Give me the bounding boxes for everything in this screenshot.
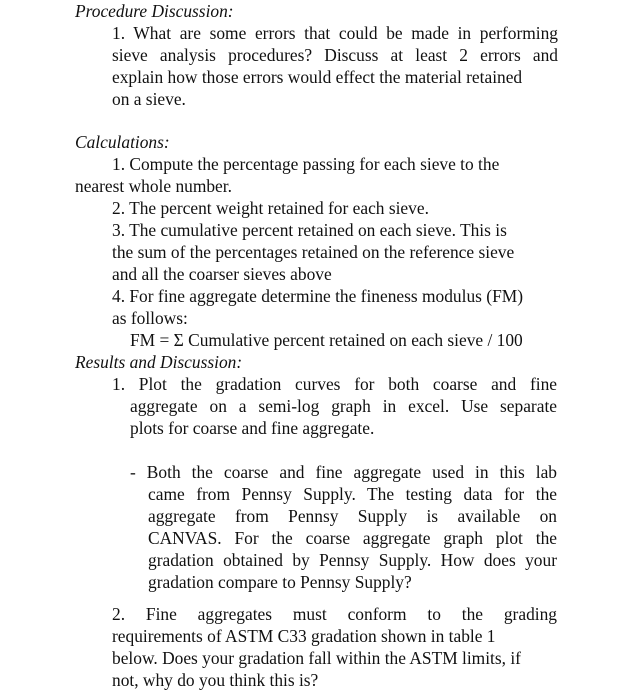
calculations-item-2: 2. The percent weight retained for each sieve. xyxy=(112,198,429,218)
results-heading: Results and Discussion: xyxy=(75,352,243,372)
results-bullet-line-1: - Both the coarse and fine aggregate used in this lab xyxy=(130,462,557,482)
calculations-item-3-line-1: 3. The cumulative percent retained on each sieve. This is xyxy=(112,220,507,240)
results-bullet-line-3: aggregate from Pennsy Supply is available on xyxy=(148,506,557,526)
results-bullet-line-2: came from Pennsy Supply. The testing data for the xyxy=(148,484,557,504)
results-item-1-line-2: aggregate on a semi-log graph in excel. Use separate xyxy=(130,396,557,416)
calculations-item-3-line-2: the sum of the percentages retained on the reference sieve xyxy=(112,242,515,262)
procedure-question-1-line-3: explain how those errors would effect the material retained xyxy=(112,67,523,87)
procedure-question-1-line-2: sieve analysis procedures? Discuss at least 2 errors and xyxy=(112,45,558,65)
procedure-question-1-line-4: on a sieve. xyxy=(112,89,186,109)
calculations-item-1-line-2: nearest whole number. xyxy=(75,176,232,196)
calculations-heading: Calculations: xyxy=(75,132,170,152)
results-bullet-line-5: gradation obtained by Pennsy Supply. How does your xyxy=(148,550,557,570)
results-item-1-line-3: plots for coarse and fine aggregate. xyxy=(130,418,375,438)
results-item-1-line-1: 1. Plot the gradation curves for both coarse and fine xyxy=(112,374,557,394)
calculations-item-4-line-1: 4. For fine aggregate determine the fineness modulus (FM) xyxy=(112,286,523,306)
fineness-modulus-formula: FM = Σ Cumulative percent retained on each sieve / 100 xyxy=(130,330,523,350)
calculations-item-3-line-3: and all the coarser sieves above xyxy=(112,264,332,284)
calculations-item-4-line-2: as follows: xyxy=(112,308,188,328)
calculations-item-1-line-1: 1. Compute the percentage passing for each sieve to the xyxy=(112,154,500,174)
procedure-question-1-line-1: 1. What are some errors that could be made in performing xyxy=(112,23,558,43)
procedure-heading: Procedure Discussion: xyxy=(75,1,234,21)
results-item-2-line-4: not, why do you think this is? xyxy=(112,670,319,690)
results-item-2-line-2: requirements of ASTM C33 gradation shown in table 1 xyxy=(112,626,496,646)
results-bullet-line-4: CANVAS. For the coarse aggregate graph plot the xyxy=(148,528,557,548)
results-item-2-line-3: below. Does your gradation fall within the ASTM limits, if xyxy=(112,648,521,668)
results-item-2-line-1: 2. Fine aggregates must conform to the grading xyxy=(112,604,557,624)
results-bullet-line-6: gradation compare to Pennsy Supply? xyxy=(148,572,412,592)
